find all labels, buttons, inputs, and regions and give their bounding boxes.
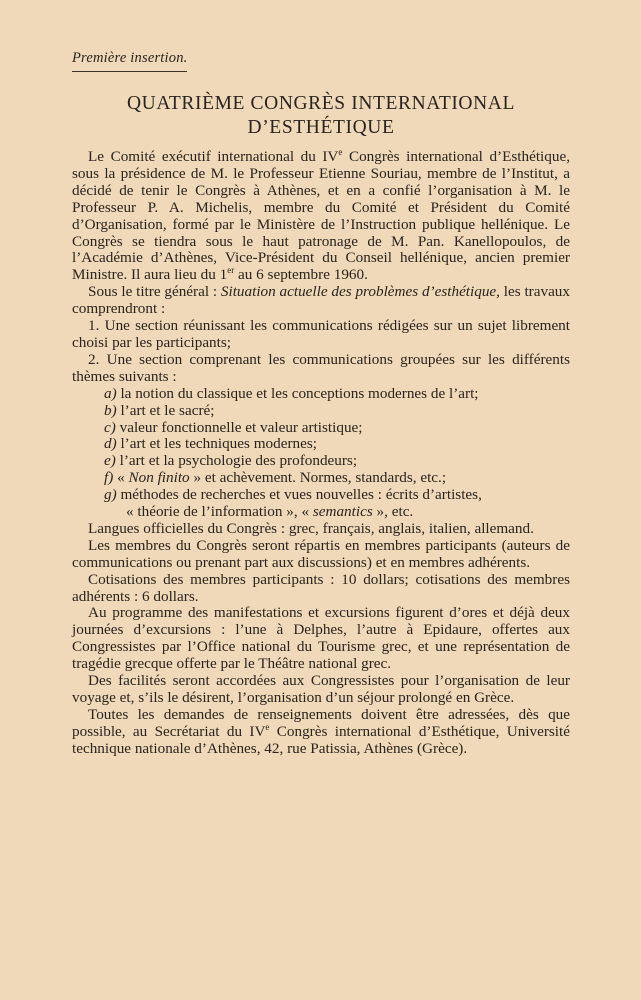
paragraph-fees: Cotisations des membres participants : 10 dollars; cotisations des membres adhérents : 6 dollars. xyxy=(72,570,570,605)
superscript-e: e xyxy=(265,721,270,732)
theme-item-d xyxy=(72,436,570,453)
theme-letter: b) xyxy=(104,401,117,419)
theme-item-a xyxy=(72,386,570,403)
theme-italic: Non finito xyxy=(128,469,190,487)
theme-item-g-continuation xyxy=(72,504,570,521)
paragraph-program: Au programme des manifestations et excursions figurent d’ores et déjà deux journées d’excursions : l’une à Delphes, l’autre à Epidaure, offertes aux Congressistes par l’Office national du Tourisme grec, et une représentation de tragédie grecque offerte par le Théâtre national grec. xyxy=(72,604,570,673)
theme-italic: semantics xyxy=(312,503,373,521)
theme-item-f xyxy=(72,470,570,487)
title-line-2: D’ESTHÉTIQUE xyxy=(247,117,395,138)
theme-general-text-2: les travaux comprendront : xyxy=(72,283,570,318)
theme-item-g xyxy=(72,487,570,504)
theme-text: valeur fonctionnelle et valeur artistique; xyxy=(115,418,363,436)
theme-item-b xyxy=(72,403,570,420)
theme-text: » et achèvement. Normes, standards, etc.; xyxy=(189,469,447,487)
paragraph-languages: Langues officielles du Congrès : grec, français, anglais, italien, allemand. xyxy=(88,519,534,537)
paragraph-intro xyxy=(72,149,570,284)
intro-text-1: Le Comité exécutif international du IV xyxy=(88,148,339,165)
page-title xyxy=(72,92,570,140)
theme-letter: f) xyxy=(104,469,114,487)
contact-text-2: Congrès international d’Esthétique, Université technique nationale d’Athènes, 42, rue Patissia, Athènes (Grèce). xyxy=(72,722,570,757)
superscript-e: e xyxy=(338,147,343,157)
intro-text-2: Congrès international d’Esthétique, sous la présidence de M. le Professeur Etienne Souriau, membre de l’Institut, a décidé de tenir le Congrès à Athènes, et en a confié l’organisation à M. le Professeur P. A. Michelis, membre du Comité et Président du Comité d’Organisation, formé par le Ministère de l’Instruction publique hellénique. Le Congrès se tiendra sous le haut patronage de M. Pan. Kanellopoulos, de l’Académie d’Athènes, Vice-Président du Conseil hellénique, ancien premier Ministre. Il aura lieu du 1 xyxy=(72,148,571,284)
paragraph-contact xyxy=(72,707,570,758)
theme-letter: g) xyxy=(104,486,117,504)
paragraph-members: Les membres du Congrès seront répartis en membres participants (auteurs de communications ou prenant part aux discussions) et en membres adhérents. xyxy=(72,536,570,571)
title-line-1: QUATRIÈME CONGRÈS INTERNATIONAL xyxy=(127,93,515,114)
theme-letter: a) xyxy=(104,384,117,402)
theme-item-e xyxy=(72,453,570,470)
theme-text: l’art et le sacré; xyxy=(116,401,215,419)
theme-text: l’art et la psychologie des profondeurs; xyxy=(115,452,358,470)
contact-text-1: Toutes les demandes de renseignements doivent être adressées, dès que possible, au Secrétariat du IV xyxy=(72,705,570,740)
intro-text-3: au 6 septembre 1960. xyxy=(234,266,368,284)
theme-letter: c) xyxy=(104,418,116,436)
article-body xyxy=(72,149,570,758)
theme-text: méthodes de recherches et vues nouvelles : écrits d’artistes, xyxy=(116,486,482,504)
theme-general-text-1: Sous le titre général : xyxy=(88,283,221,301)
theme-general-italic: Situation actuelle des problèmes d’esthétique, xyxy=(220,283,500,301)
theme-text: la notion du classique et les conceptions modernes de l’art; xyxy=(116,384,479,402)
theme-text: l’art et les techniques modernes; xyxy=(116,435,317,453)
theme-letter: e) xyxy=(104,452,116,470)
theme-text: « théorie de l’information », « xyxy=(126,503,313,521)
paragraph-theme-general xyxy=(72,284,570,318)
theme-text: « xyxy=(113,469,129,487)
theme-text: », etc. xyxy=(372,503,414,521)
paragraph-facilities: Des facilités seront accordées aux Congressistes pour l’organisation de leur voyage et, s’ils le désirent, l’organisation d’un séjour prolongé en Grèce. xyxy=(72,672,570,706)
theme-item-c xyxy=(72,420,570,437)
paragraph-section-1: 1. Une section réunissant les communications rédigées sur un sujet librement choisi par les participants; xyxy=(72,317,570,351)
superscript-er: er xyxy=(227,265,235,276)
paragraph-section-2: 2. Une section comprenant les communications groupées sur les différents thèmes suivants : xyxy=(72,350,570,385)
theme-letter: d) xyxy=(104,435,117,453)
insertion-label: Première insertion. xyxy=(72,50,187,72)
